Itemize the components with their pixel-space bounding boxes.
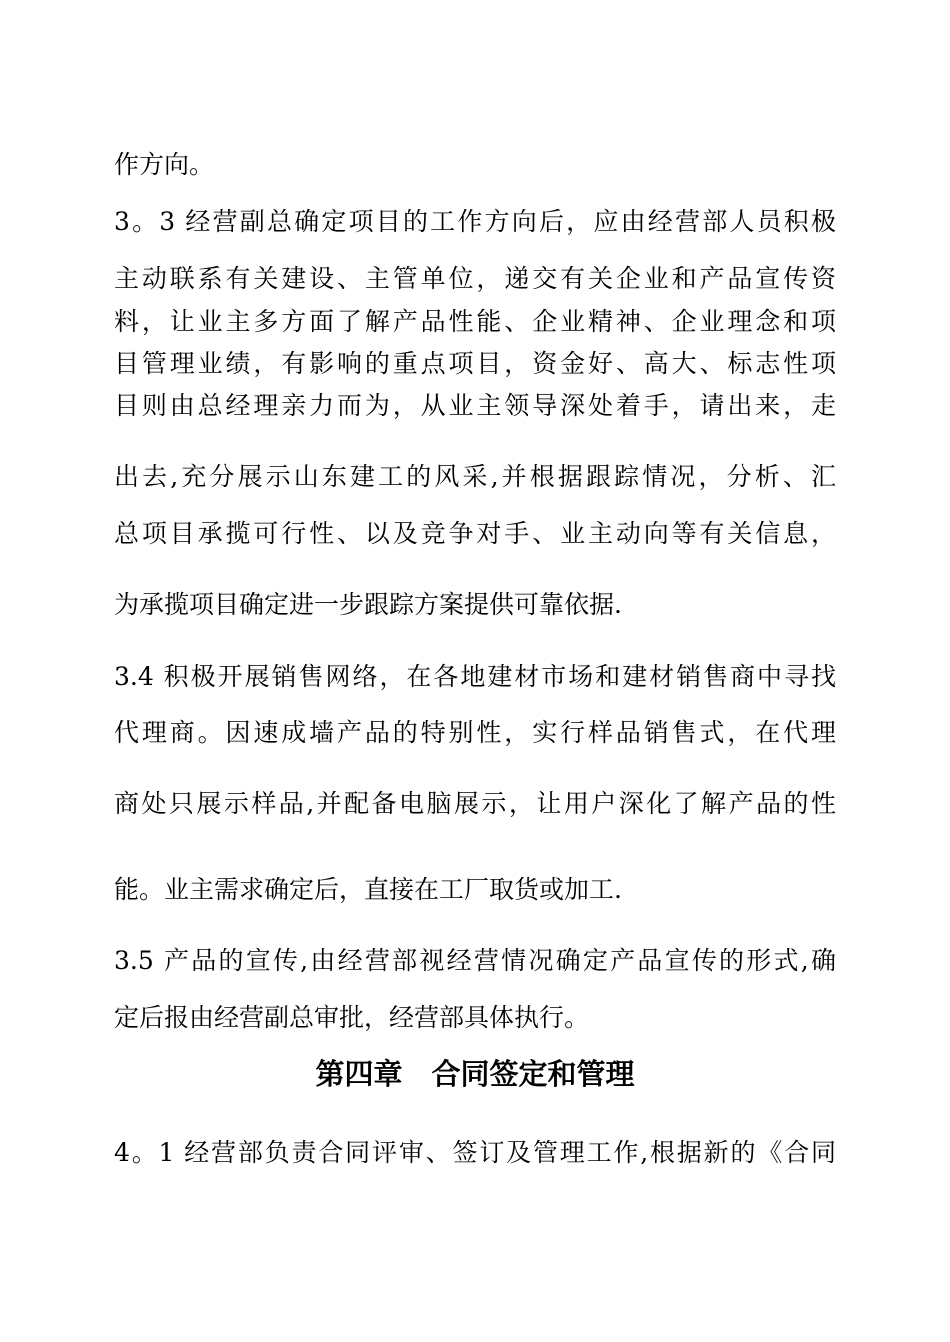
paragraph-line: 3。3 经营副总确定项目的工作方向后，应由经营部人员积极 [114, 207, 836, 236]
paragraph-line: 4。1 经营部负责合同评审、签订及管理工作,根据新的《合同 [114, 1138, 836, 1167]
paragraph-line: 作方向。 [114, 150, 215, 179]
paragraph-line: 能。业主需求确定后，直接在工厂取货或加工. [114, 875, 622, 904]
paragraph-line: 目管理业绩，有影响的重点项目，资金好、高大、标志性项 [114, 349, 836, 378]
paragraph-line: 代理商。因速成墙产品的特别性，实行样品销售式，在代理 [114, 718, 836, 747]
paragraph-line: 定后报由经营副总审批，经营部具体执行。 [114, 1003, 590, 1032]
paragraph-line: 主动联系有关建设、主管单位，递交有关企业和产品宣传资 [114, 264, 836, 293]
paragraph-line: 总项目承揽可行性、以及竞争对手、业主动向等有关信息， [114, 519, 836, 548]
paragraph-line: 3.4 积极开展销售网络，在各地建材市场和建材销售商中寻找 [114, 662, 836, 691]
chapter-heading: 第四章 合同签定和管理 [315, 1057, 635, 1091]
paragraph-line: 为承揽项目确定进一步跟踪方案提供可靠依据. [114, 590, 622, 619]
paragraph-line: 目则由总经理亲力而为，从业主领导深处着手，请出来，走 [114, 391, 836, 420]
paragraph-line: 商处只展示样品,并配备电脑展示，让用户深化了解产品的性 [114, 789, 836, 818]
paragraph-line: 出去,充分展示山东建工的风采,并根据跟踪情况，分析、汇 [114, 462, 836, 491]
paragraph-line: 3.5 产品的宣传,由经营部视经营情况确定产品宣传的形式,确 [114, 946, 836, 975]
paragraph-line: 料，让业主多方面了解产品性能、企业精神、企业理念和项 [114, 307, 836, 336]
